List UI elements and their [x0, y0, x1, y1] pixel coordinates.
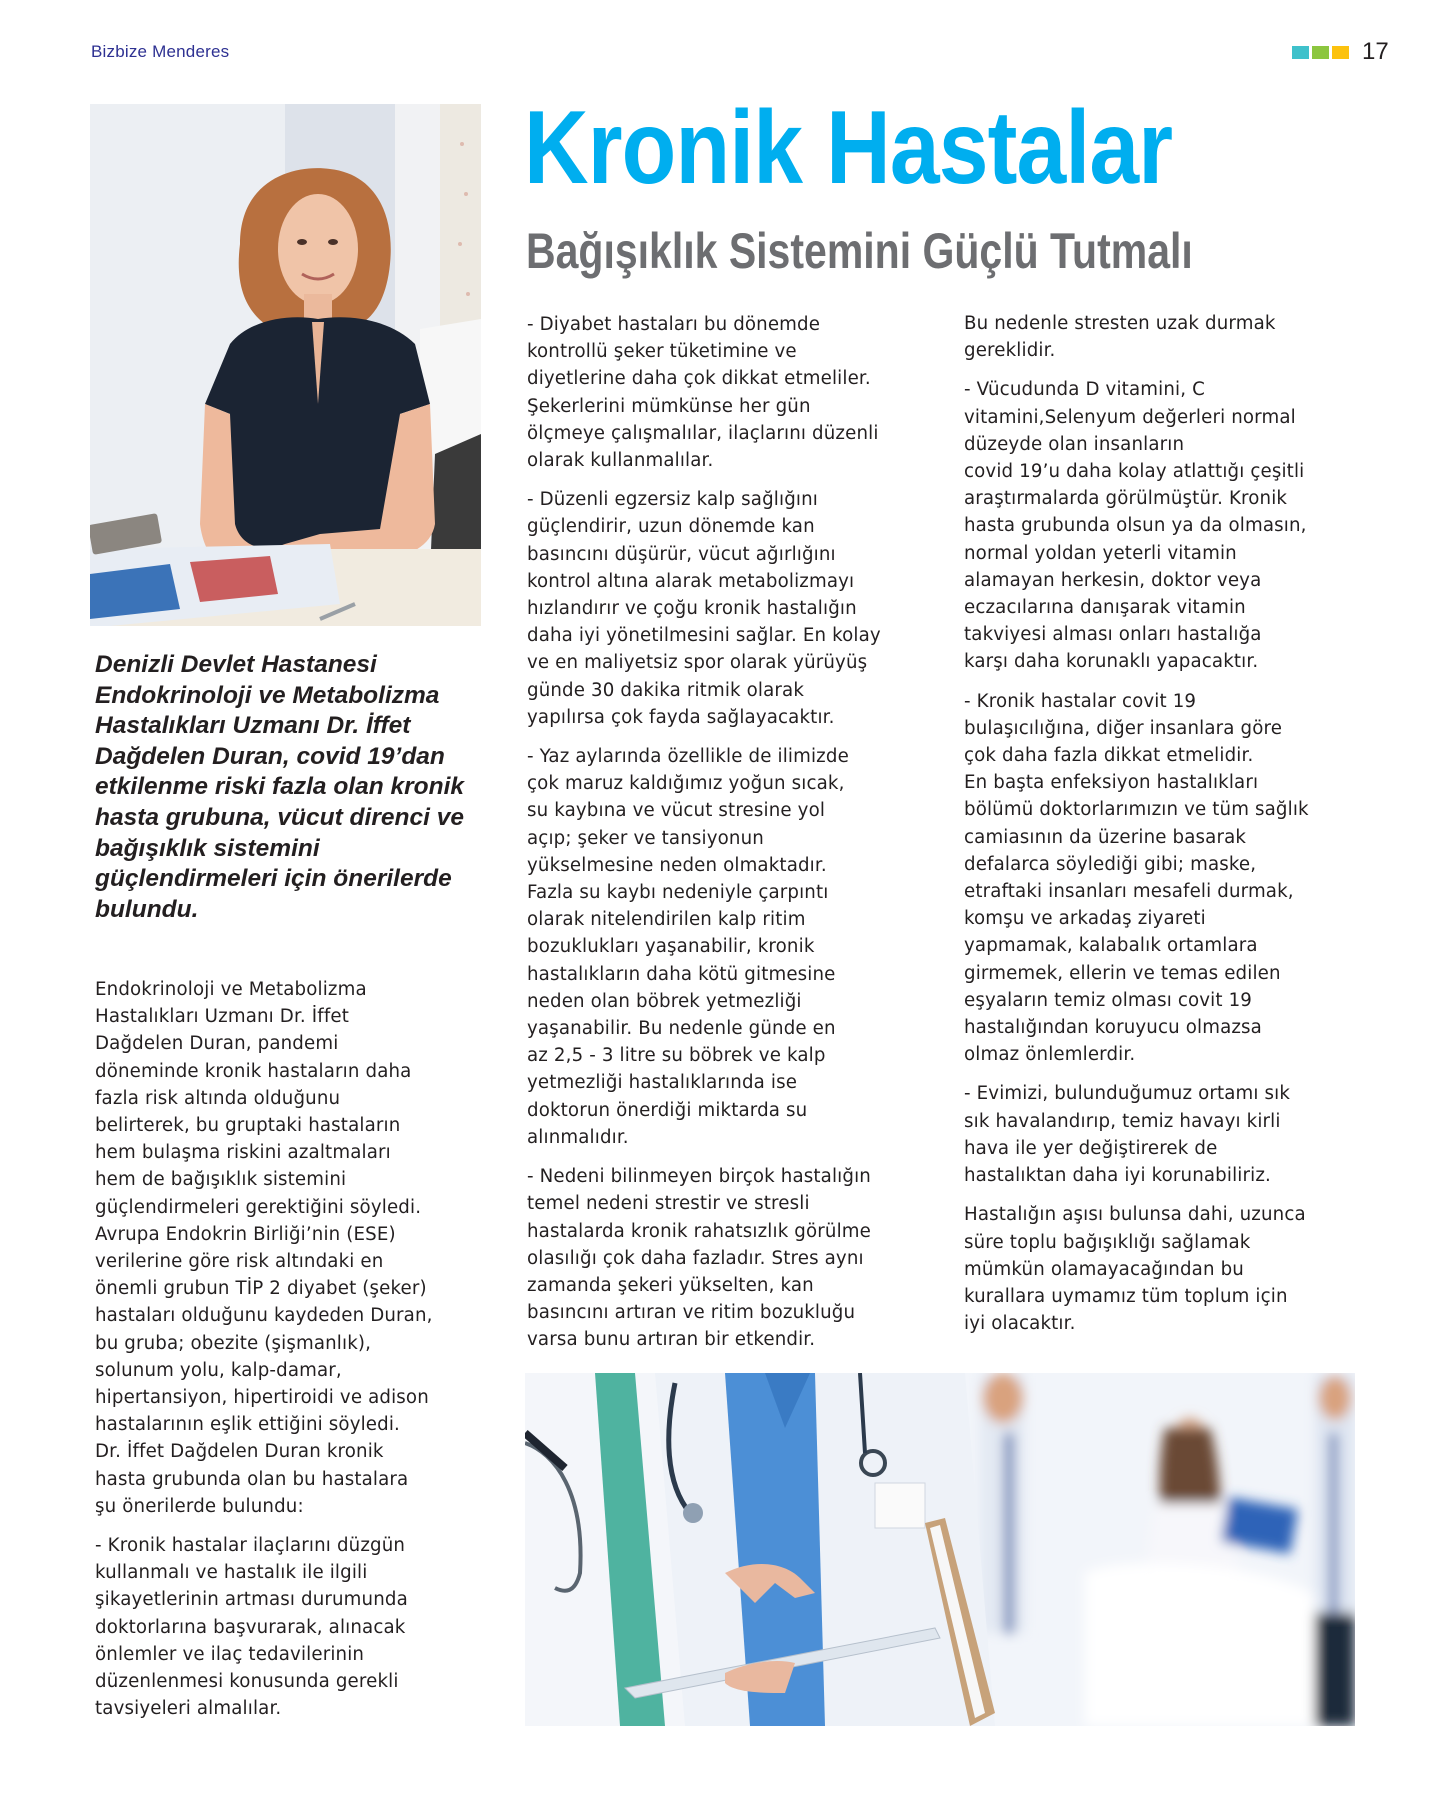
article-subtitle: Bağışıklık Sistemini Güçlü Tutmalı: [526, 223, 1193, 279]
paragraph: - Kronik hastalar ilaçlarını düzgün kullanmalı ve hastalık ile ilgili şikayetlerinin artması durumunda doktorlarına başvurarak, alınacak önlemler ve ilaç tedavilerinin düzenlenmesi konusunda gerekli tavsiyeleri almalılar.: [95, 1535, 408, 1720]
paragraph: - Düzenli egzersiz kalp sağlığını güçlendirir, uzun dönemde kan basıncını düşürür, vücut ağırlığını kontrol altına alarak metabolizmayı hızlandırır ve çoğu kronik hastalığın daha iyi yönetilmesini sağlar. En kolay ve en maliyetsiz spor olarak yürüyüş günde 30 dakika ritmik olarak yapılırsa çok fayda sağlayacaktır.: [527, 489, 881, 728]
running-head: Bizbize Menderes: [91, 42, 230, 61]
paragraph: - Kronik hastalar covit 19 bulaşıcılığına, diğer insanlara göre çok daha fazla dikkat etmelidir. En başta enfeksiyon hastalıkları bölümü doktorlarımızın ve tüm sağlık camiasının da üzerine basarak defalarca söylediği gibi; maske, etraftaki insanları mesafeli durmak, komşu ve arkadaş ziyareti yapmamak, kalabalık ortamlara girmemek, ellerin ve temas edilen eşyaların temiz olması covit 19 hastalığından koruyucu olmazsa olmaz önlemlerdir.: [964, 690, 1309, 1066]
paragraph: - Vücudunda D vitamini, C vitamini,Selenyum değerleri normal düzeyde olan insanların covid 19’u daha kolay atlattığı çeşitli araştırmalarda görülmüştür. Kronik hasta grubunda olsun ya da olmasın, normal yoldan yeterli vitamin alamayan herkesin, doktor veya eczacılarına danışarak vitamin takviyesi alması onları hastalığa karşı daha korunaklı yapacaktır.: [964, 379, 1307, 673]
color-mark-green: [1312, 46, 1329, 59]
doctors-photo: [525, 1373, 1355, 1726]
doctors-illustration: [525, 1373, 1355, 1726]
paragraph: - Nedeni bilinmeyen birçok hastalığın temel nedeni strestir ve stresli hastalarda kronik rahatsızlık görülme olasılığı çok daha fazladır. Stres aynı zamanda şekeri yükselten, kan basıncını artıran ve ritim bozukluğu varsa bunu artıran bir etkendir.: [527, 1166, 871, 1351]
color-mark-teal: [1292, 46, 1309, 59]
column-left: [95, 976, 495, 1734]
page-number: 17: [1362, 38, 1389, 65]
paragraph: - Diyabet hastaları bu dönemde kontrollü şeker tüketimine ve diyetlerine daha çok dikkat etmeliler. Şekerlerini mümkünse her gün ölçmeye çalışmalılar, ilaçlarını düzenli olarak kullanmalılar.: [527, 314, 879, 472]
article-title: Kronik Hastalar: [524, 90, 1173, 206]
portrait-photo: [90, 104, 481, 626]
column-right: [964, 310, 1384, 1349]
color-mark-yellow: [1332, 46, 1349, 59]
doctor-portrait-illustration: [90, 104, 481, 626]
paragraph: Hastalığın aşısı bulunsa dahi, uzunca süre toplu bağışıklığı sağlamak mümkün olamayacağından bu kurallara uymamız tüm toplum için iyi olacaktır.: [964, 1204, 1306, 1335]
page-marker: [1292, 40, 1389, 64]
paragraph: - Yaz aylarında özellikle de ilimizde çok maruz kaldığımız yoğun sıcak, su kaybına ve vücut stresine yol açıp; şeker ve tansiyonun yükselmesine neden olmaktadır. Fazla su kaybı nedeniyle çarpıntı olarak nitelendirilen kalp ritim bozuklukları yaşanabilir, kronik hastalıkların daha kötü gitmesine neden olan böbrek yetmezliği yaşanabilir. Bu nedenle günde en az 2,5 - 3 litre su böbrek ve kalp yetmezliği hastalıklarında ise doktorun önerdiği miktarda su alınmalıdır.: [527, 746, 849, 1148]
paragraph: Endokrinoloji ve Metabolizma Hastalıkları Uzmanı Dr. İffet Dağdelen Duran, pandemi döneminde kronik hastaların daha fazla risk altında olduğunu belirterek, bu gruptaki hastaların hem bulaşma riskini azaltmaları hem de bağışıklık sistemini güçlendirmeleri gerektiğini söyledi. Avrupa Endokrin Birliği’nin (ESE) verilerine göre risk altındaki en önemli grubun TİP 2 diyabet (şeker) hastaları olduğunu kaydeden Duran, bu gruba; obezite (şişmanlık), solunum yolu, kalp-damar, hipertansiyon, hipertiroidi ve adison hastalarının eşlik ettiğini söyledi. Dr. İffet Dağdelen Duran kronik hasta grubunda olan bu hastalara şu önerilerde bulundu:: [95, 979, 433, 1517]
column-middle: [527, 311, 947, 1366]
paragraph: Bu nedenle stresten uzak durmak gereklidir.: [964, 313, 1276, 362]
article-lead: Denizli Devlet Hastanesi Endokrinoloji ve Metabolizma Hastalıkları Uzmanı Dr. İffet Dağdelen Duran, covid 19’dan etkilenme riski fazla olan kronik hasta grubuna, vücut direnci ve bağışıklık sistemini güçlendirmeleri için önerilerde bulundu.: [95, 651, 465, 923]
paragraph: - Evimizi, bulunduğumuz ortamı sık sık havalandırıp, temiz havayı kirli hava ile yer değiştirerek de hastalıktan daha iyi korunabiliriz.: [964, 1083, 1291, 1187]
